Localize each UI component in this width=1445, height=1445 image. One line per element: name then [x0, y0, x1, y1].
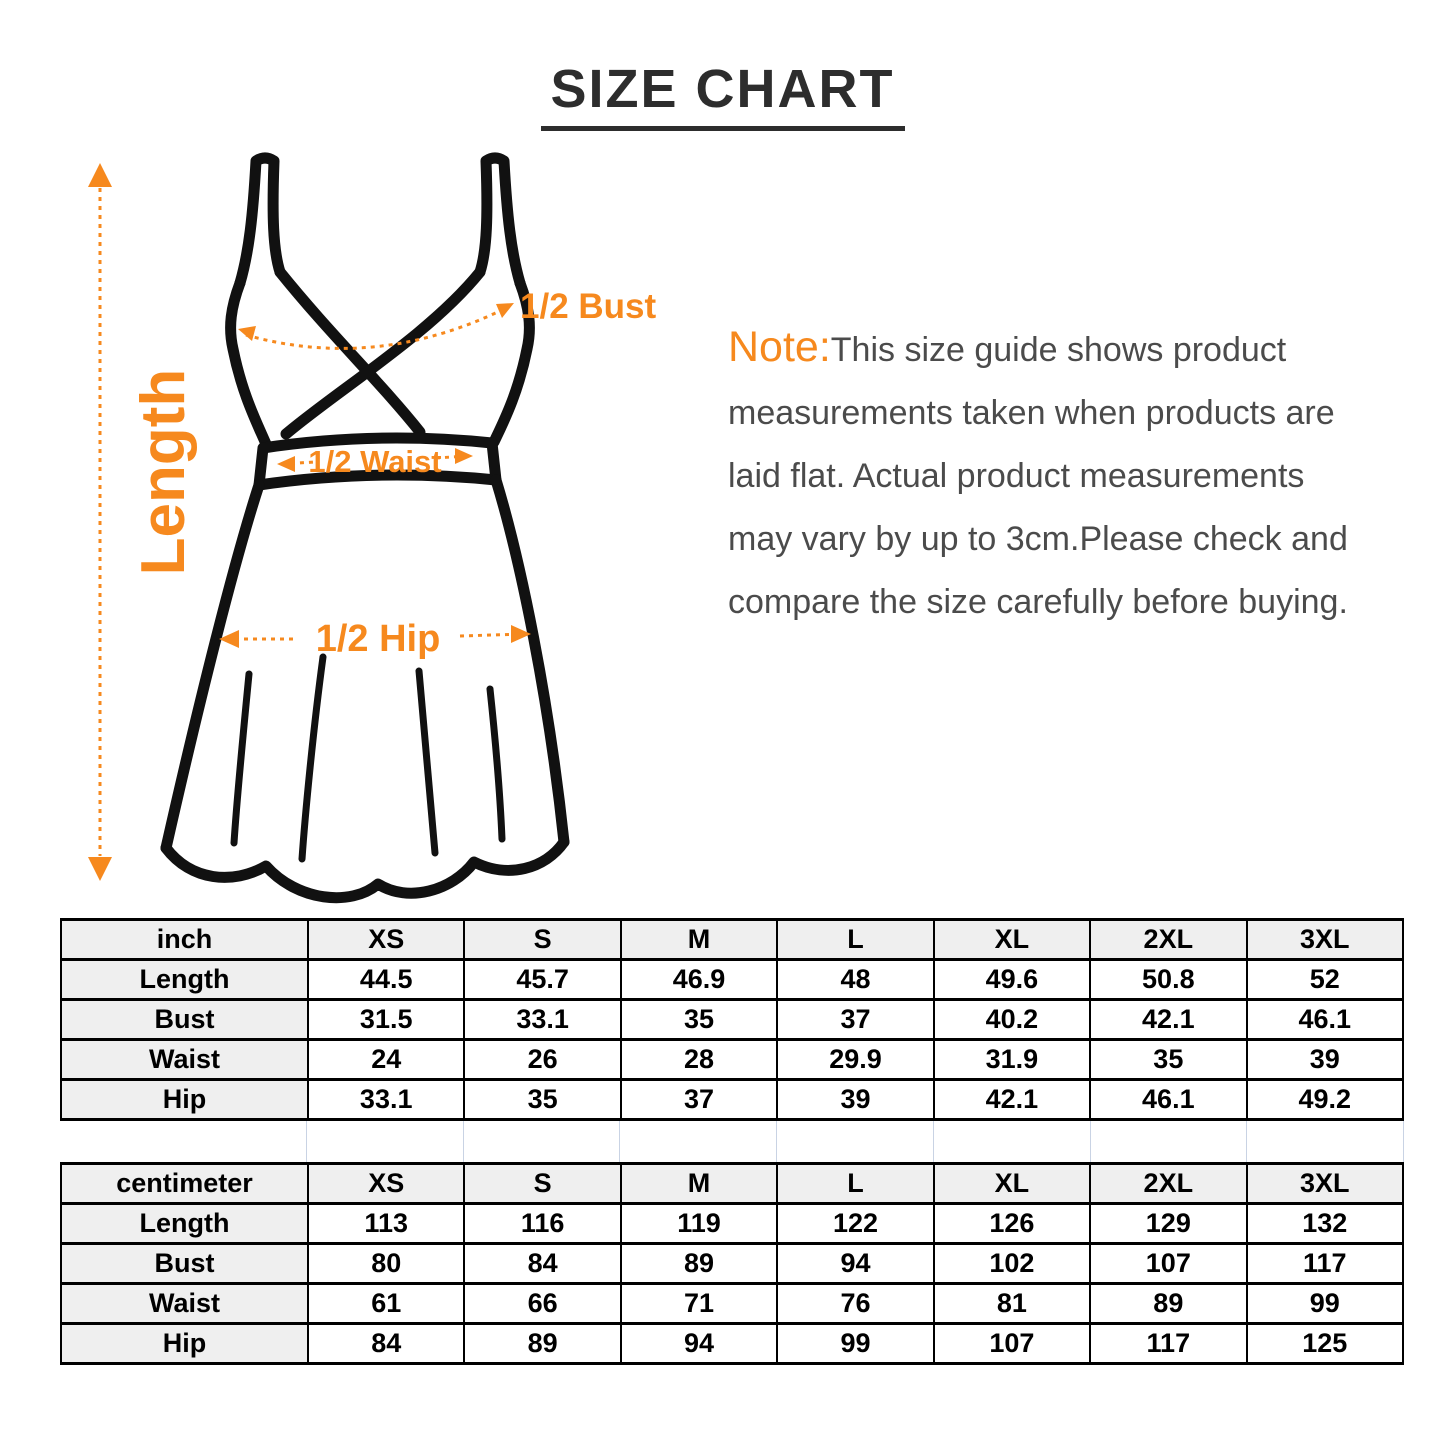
skirt-pleat-line	[419, 671, 435, 853]
measurement-value: 31.9	[934, 1040, 1090, 1080]
page-title-wrap	[0, 58, 1445, 131]
size-header: 2XL	[1090, 1164, 1246, 1204]
gap-cell	[1091, 1121, 1248, 1162]
measurement-value: 99	[777, 1324, 933, 1364]
measurement-value: 84	[464, 1244, 620, 1284]
size-header: M	[621, 920, 777, 960]
size-header: S	[464, 920, 620, 960]
measurement-value: 107	[934, 1324, 1090, 1364]
gap-cell	[1247, 1121, 1404, 1162]
measurement-value: 33.1	[464, 1000, 620, 1040]
note-line: may vary by up to 3cm.Please check and	[728, 520, 1348, 558]
gap-cell	[620, 1121, 777, 1162]
measurement-value: 61	[308, 1284, 464, 1324]
table-row	[61, 1204, 1403, 1244]
waist-arrowhead-left	[277, 456, 295, 472]
measurement-value: 94	[621, 1324, 777, 1364]
measurement-value: 129	[1090, 1204, 1246, 1244]
header-row	[61, 1164, 1403, 1204]
measurement-value: 50.8	[1090, 960, 1246, 1000]
measurement-value: 122	[777, 1204, 933, 1244]
measurement-value: 81	[934, 1284, 1090, 1324]
length-arrowhead-top	[88, 163, 112, 187]
size-header: 3XL	[1247, 1164, 1403, 1204]
table-row	[61, 960, 1403, 1000]
unit-header: inch	[61, 920, 308, 960]
inch-size-table	[60, 918, 1404, 1121]
measurement-value: 119	[621, 1204, 777, 1244]
measurement-value: 132	[1247, 1204, 1403, 1244]
measurement-value: 125	[1247, 1324, 1403, 1364]
measurement-value: 24	[308, 1040, 464, 1080]
table-gap-row	[60, 1121, 1404, 1162]
measurement-value: 37	[777, 1000, 933, 1040]
measurement-value: 113	[308, 1204, 464, 1244]
measurement-value: 99	[1247, 1284, 1403, 1324]
length-arrowhead-bottom	[88, 857, 112, 881]
measurement-value: 40.2	[934, 1000, 1090, 1040]
measurement-value: 80	[308, 1244, 464, 1284]
measurement-value: 89	[464, 1324, 620, 1364]
measurement-label: Hip	[61, 1080, 308, 1120]
bodice-left-edge	[231, 283, 266, 444]
measurement-label: Bust	[61, 1000, 308, 1040]
measurement-value: 31.5	[308, 1000, 464, 1040]
measurement-value: 52	[1247, 960, 1403, 1000]
measurement-label: Hip	[61, 1324, 308, 1364]
table-row	[61, 1244, 1403, 1284]
table-row	[61, 1284, 1403, 1324]
table-row	[61, 1324, 1403, 1364]
skirt-sides	[166, 480, 564, 848]
note-line: measurements taken when products are	[728, 394, 1335, 432]
table-row	[61, 1080, 1403, 1120]
size-header: XS	[308, 920, 464, 960]
centimeter-size-table	[60, 1162, 1404, 1365]
note-line	[728, 316, 1428, 382]
table-row	[61, 1040, 1403, 1080]
size-header: L	[777, 1164, 933, 1204]
measurement-value: 33.1	[308, 1080, 464, 1120]
size-header: XS	[308, 1164, 464, 1204]
skirt-pleat-line	[302, 657, 323, 859]
measurement-label: Length	[61, 960, 308, 1000]
measurement-label: Bust	[61, 1244, 308, 1284]
size-header: XL	[934, 920, 1090, 960]
bust-arrow-line	[246, 307, 508, 348]
size-header: 3XL	[1247, 920, 1403, 960]
note-paragraph	[728, 316, 1428, 634]
skirt-hem	[166, 842, 564, 898]
left-strap	[240, 158, 280, 283]
gap-cell	[934, 1121, 1091, 1162]
gap-cell	[60, 1121, 307, 1162]
measurement-value: 76	[777, 1284, 933, 1324]
bust-arrowhead-right	[496, 303, 514, 318]
unit-header: centimeter	[61, 1164, 308, 1204]
measurement-value: 48	[777, 960, 933, 1000]
measurement-value: 94	[777, 1244, 933, 1284]
header-row	[61, 920, 1403, 960]
measurement-value: 71	[621, 1284, 777, 1324]
measurement-label: Waist	[61, 1284, 308, 1324]
size-header: 2XL	[1090, 920, 1246, 960]
measurement-value: 35	[621, 1000, 777, 1040]
gap-cell	[777, 1121, 934, 1162]
measurement-value: 66	[464, 1284, 620, 1324]
measurement-value: 117	[1090, 1324, 1246, 1364]
table-row	[61, 1000, 1403, 1040]
measurement-value: 28	[621, 1040, 777, 1080]
measurement-value: 46.1	[1247, 1000, 1403, 1040]
measurement-label: Length	[61, 1204, 308, 1244]
measurement-value: 84	[308, 1324, 464, 1364]
measurement-value: 89	[621, 1244, 777, 1284]
measurement-value: 49.2	[1247, 1080, 1403, 1120]
measurement-value: 45.7	[464, 960, 620, 1000]
measurement-value: 116	[464, 1204, 620, 1244]
measurement-value: 89	[1090, 1284, 1246, 1324]
length-label: Length	[129, 368, 198, 576]
measurement-value: 44.5	[308, 960, 464, 1000]
note-label: Note:	[728, 323, 831, 371]
size-header: M	[621, 1164, 777, 1204]
measurement-label: Waist	[61, 1040, 308, 1080]
size-header: L	[777, 920, 933, 960]
note-text: This size guide shows product	[830, 331, 1287, 369]
skirt-pleat-line	[234, 674, 249, 843]
right-strap	[480, 158, 520, 283]
gap-cell	[307, 1121, 464, 1162]
skirt-pleat-line	[490, 689, 502, 839]
measurement-value: 117	[1247, 1244, 1403, 1284]
measurement-value: 35	[1090, 1040, 1246, 1080]
measurement-value: 42.1	[934, 1080, 1090, 1120]
measurement-value: 107	[1090, 1244, 1246, 1284]
gap-cell	[464, 1121, 621, 1162]
size-header: XL	[934, 1164, 1090, 1204]
measurement-value: 102	[934, 1244, 1090, 1284]
measurement-value: 39	[777, 1080, 933, 1120]
measurement-value: 26	[464, 1040, 620, 1080]
measurement-value: 42.1	[1090, 1000, 1246, 1040]
measurement-value: 39	[1247, 1040, 1403, 1080]
note-line: laid flat. Actual product measurements	[728, 457, 1305, 495]
hip-label: 1/2 Hip	[315, 618, 441, 660]
measurement-value: 29.9	[777, 1040, 933, 1080]
waist-arrowhead-right	[455, 448, 473, 464]
bust-label: 1/2 Bust	[520, 287, 657, 326]
size-tables	[60, 918, 1404, 1365]
page-title: SIZE CHART	[541, 58, 905, 131]
measurement-value: 46.9	[621, 960, 777, 1000]
size-header: S	[464, 1164, 620, 1204]
measurement-value: 126	[934, 1204, 1090, 1244]
measurement-value: 37	[621, 1080, 777, 1120]
measurement-value: 49.6	[934, 960, 1090, 1000]
bust-arrowhead-left	[238, 326, 256, 341]
dress-measurement-diagram	[60, 140, 700, 945]
wrap-neckline-right	[286, 272, 480, 434]
measurement-value: 46.1	[1090, 1080, 1246, 1120]
measurement-value: 35	[464, 1080, 620, 1120]
waist-label: 1/2 Waist	[308, 444, 442, 479]
note-line: compare the size carefully before buying.	[728, 583, 1348, 621]
